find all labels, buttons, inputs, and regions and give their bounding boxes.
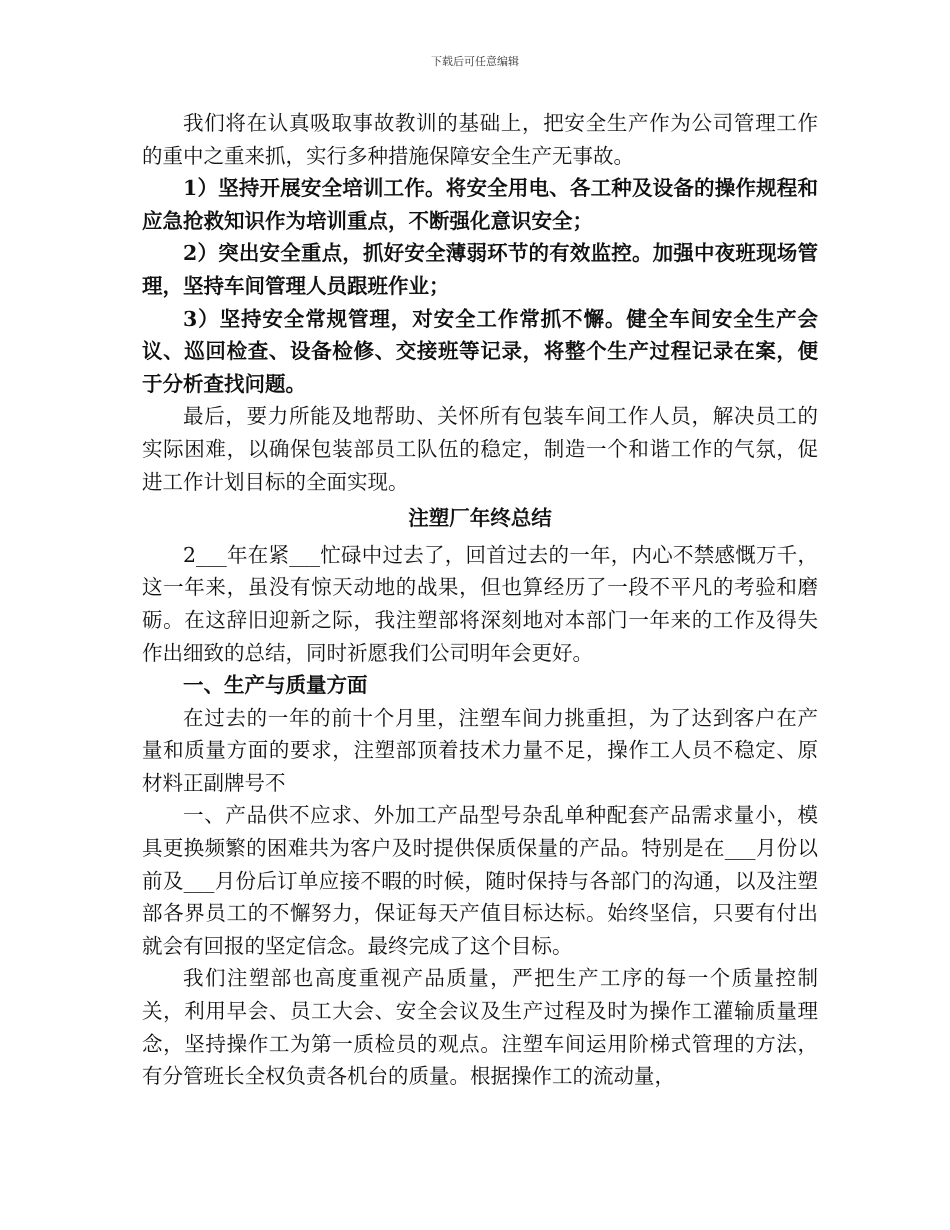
section-title: 注塑厂年终总结 [408, 506, 552, 531]
section-heading-production-quality: 一、生产与质量方面 [183, 673, 368, 698]
production-paragraph-2: 一、产品供不应求、外加工产品型号杂乱单种配套产品需求量小，模具更换频繁的困难共为客户及时提供保质保量的产品。特别是在___月份以前及___月份后订单应接不暇的时候，随时保持与各部门的沟通，以及注塑部各界员工的不懈努力，保证每天产值目标达标。始终坚信，只要有付出就会有回报的坚定信念。最终完成了这个目标。 [142, 803, 818, 958]
safety-item-1: 1）坚持开展安全培训工作。将安全用电、各工种及设备的操作规程和应急抢救知识作为培训重点，不断强化意识安全； [142, 176, 818, 233]
intro-paragraph: 我们将在认真吸取事故教训的基础上，把安全生产作为公司管理工作的重中之重来抓，实行多种措施保障安全生产无事故。 [142, 111, 818, 168]
document-body [142, 107, 818, 1093]
safety-item-2: 2）突出安全重点，抓好安全薄弱环节的有效监控。加强中夜班现场管理，坚持车间管理人员跟班作业； [142, 241, 818, 298]
closing-paragraph: 最后，要力所能及地帮助、关怀所有包装车间工作人员，解决员工的实际困难，以确保包装部员工队伍的稳定，制造一个和谐工作的气氛，促进工作计划目标的全面实现。 [142, 404, 818, 494]
safety-item-3: 3）坚持安全常规管理，对安全工作常抓不懈。健全车间安全生产会议、巡回检查、设备检修、交接班等记录，将整个生产过程记录在案，便于分析查找问题。 [142, 306, 818, 396]
quality-paragraph: 我们注塑部也高度重视产品质量，严把生产工序的每一个质量控制关，利用早会、员工大会、安全会议及生产过程及时为操作工灌输质量理念，坚持操作工为第一质检员的观点。注塑车间运用阶梯式管理的方法，有分管班长全权负责各机台的质量。根据操作工的流动量， [142, 966, 818, 1089]
opening-paragraph: 2___年在紧___忙碌中过去了，回首过去的一年，内心不禁感慨万千，这一年来，虽没有惊天动地的战果，但也算经历了一段不平凡的考验和磨砺。在这辞旧迎新之际，我注塑部将深刻地对本部门一年来的工作及得失作出细致的总结，同时祈愿我们公司明年会更好。 [142, 542, 818, 665]
production-paragraph-1: 在过去的一年的前十个月里，注塑车间力挑重担，为了达到客户在产量和质量方面的要求，注塑部顶着技术力量不足，操作工人员不稳定、原材料正副牌号不 [142, 705, 818, 795]
page-header: 下载后可任意编辑 [431, 55, 519, 68]
